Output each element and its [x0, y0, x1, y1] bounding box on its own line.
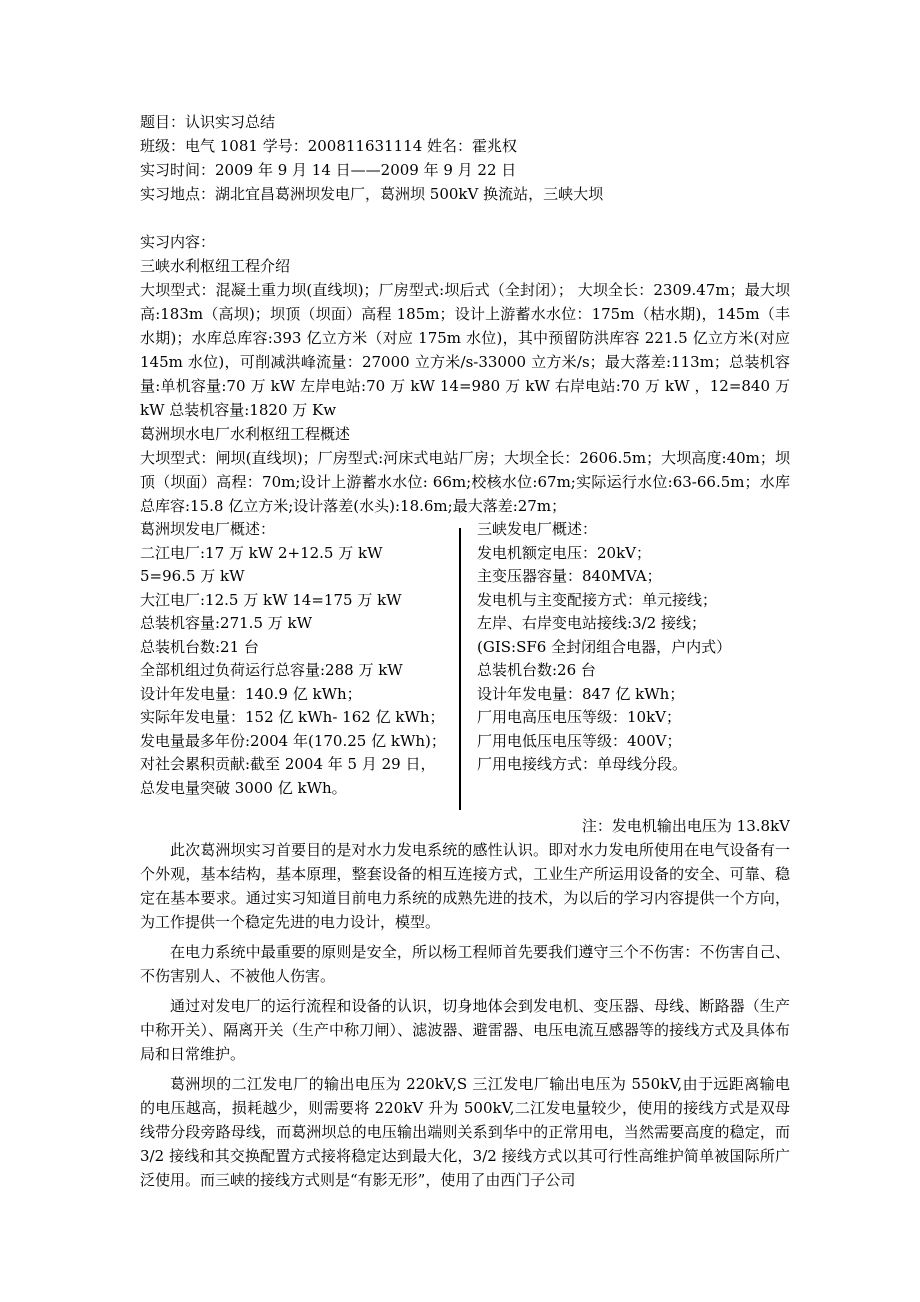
content-label: 实习内容： — [140, 233, 216, 251]
right-column-line: 厂用电高压电压等级：10kV； — [477, 708, 682, 726]
left-column-line: 对社会累积贡献:截至 2004 年 5 月 29 日， — [140, 755, 436, 773]
right-column-line: 发电机额定电压：20kV； — [477, 543, 652, 562]
column-divider — [459, 528, 461, 810]
right-column-line: (GIS:SF6 全封闭组合电器，户内式） — [477, 637, 732, 656]
left-column-line: 大江电厂:12.5 万 kW 14=175 万 kW — [140, 590, 402, 609]
three-gorges-heading: 三峡水利枢纽工程介绍 — [140, 257, 291, 275]
body-paragraph: 在电力系统中最重要的原则是安全，所以杨工程师首先要我们遵守三个不伤害：不伤害自己、不伤害别人、不被他人伤害。 — [140, 943, 790, 985]
body-paragraph: 葛洲坝的二江发电厂的输出电压为 220kV,S 三江发电厂输出电压为 550kV,由于远距离输电的电压越高，损耗越少，则需要将 220kV 升为 500kV,二江发电量较少，使用的接线方式是双母线带分段旁路母线，而葛洲坝总的电压输出端则关系到华中的正常用电，当然需要高度的稳定，而 3/2 接线和其交换配置方式接将稳定达到最大化，3/2 接线方式以其可行性高维护简单被国际所广泛使用。而三峡的接线方式则是“有影无形”，使用了由西门子公司 — [140, 1075, 790, 1189]
right-column-line: 三峡发电厂概述： — [477, 520, 598, 538]
report-title: 题目：认识实习总结 — [140, 113, 276, 131]
left-column-line: 总装机容量:271.5 万 kW — [140, 614, 313, 632]
blank-line — [140, 206, 790, 230]
gezhouba-column — [140, 518, 450, 800]
document-page — [140, 110, 790, 1192]
left-column-line: 发电量最多年份:2004 年(170.25 亿 kWh)； — [140, 731, 446, 750]
left-column-line: 5=96.5 万 kW — [140, 567, 245, 585]
gezhouba-heading: 葛洲坝水电厂水利枢纽工程概述 — [140, 425, 351, 443]
right-column-line: 左岸、右岸变电站接线:3/2 接线； — [477, 614, 706, 632]
internship-time: 实习时间：2009 年 9 月 14 日——2009 年 9 月 22 日 — [140, 161, 517, 179]
right-column-line: 厂用电接线方式：单母线分段。 — [477, 755, 688, 773]
voltage-note: 注：发电机输出电压为 13.8kV — [581, 817, 790, 835]
body-paragraph: 此次葛洲坝实习首要目的是对水力发电系统的感性认识。即对水力发电所使用在电气设备有一个外观，基本结构，基本原理，整套设备的相互连接方式，工业生产所运用设备的安全、可靠、稳定在基本要求。通过实习知道目前电力系统的成熟先进的技术，为以后的学习内容提供一个方向，为工作提供一个稳定先进的电力设计，模型。 — [140, 841, 790, 931]
comparison-columns — [140, 518, 790, 814]
three-gorges-column — [477, 518, 797, 777]
left-column-line: 总发电量突破 3000 亿 kWh。 — [140, 778, 347, 797]
class-info: 班级：电气 1081 学号：200811631114 姓名：霍兆权 — [140, 137, 518, 155]
left-column-line: 总装机台数:21 台 — [140, 637, 259, 656]
right-column-line: 厂用电低压电压等级：400V； — [477, 731, 682, 750]
right-column-line: 设计年发电量：847 亿 kWh； — [477, 684, 685, 703]
left-column-line: 实际年发电量：152 亿 kWh- 162 亿 kWh； — [140, 708, 445, 726]
left-column-line: 全部机组过负荷运行总容量:288 万 kW — [140, 661, 403, 679]
left-column-line: 设计年发电量：140.9 亿 kWh； — [140, 684, 362, 703]
left-column-line: 葛洲坝发电厂概述： — [140, 520, 276, 538]
left-column-line: 二江电厂:17 万 kW 2+12.5 万 kW — [140, 543, 383, 562]
right-column-line: 主变压器容量：840MVA； — [477, 567, 662, 585]
three-gorges-text: 大坝型式：混凝土重力坝(直线坝)；厂房型式:坝后式（全封闭）； 大坝全长：2309.47m；最大坝高:183m（高坝)；坝顶（坝面）高程 185m；设计上游蓄水水位：175m（枯水期)，145m（丰水期)；水库总库容:393 亿立方米（对应 175m 水位)，其中预留防洪库容 221.5 亿立方米(对应 145m 水位)，可削减洪峰流量：27000 立方米/s-33000 立方米/s；最大落差:113m；总装机容量:单机容量:70 万 kW 左岸电站:70 万 kW 14=980 万 kW 右岸电站:70 万 kW ，12=840 万 kW 总装机容量:1820 万 Kw — [140, 281, 790, 419]
right-column-line: 总装机台数:26 台 — [477, 661, 596, 679]
right-column-line: 发电机与主变配接方式：单元接线； — [477, 590, 718, 609]
internship-place: 实习地点：湖北宜昌葛洲坝发电厂，葛洲坝 500kV 换流站，三峡大坝 — [140, 185, 604, 203]
gezhouba-text: 大坝型式：闸坝(直线坝)；厂房型式:河床式电站厂房；大坝全长：2606.5m；大坝高度:40m；坝顶（坝面）高程：70m;设计上游蓄水水位: 66m;校核水位:67m;实际运行水位:63-66.5m；水库总库容:15.8 亿立方米;设计落差(水头):18.6m;最大落差:27m； — [140, 449, 790, 515]
body-paragraph: 通过对发电厂的运行流程和设备的认识，切身地体会到发电机、变压器、母线、断路器（生产中称开关）、隔离开关（生产中称刀闸）、滤波器、避雷器、电压电流互感器等的接线方式及具体布局和日常维护。 — [140, 997, 790, 1063]
